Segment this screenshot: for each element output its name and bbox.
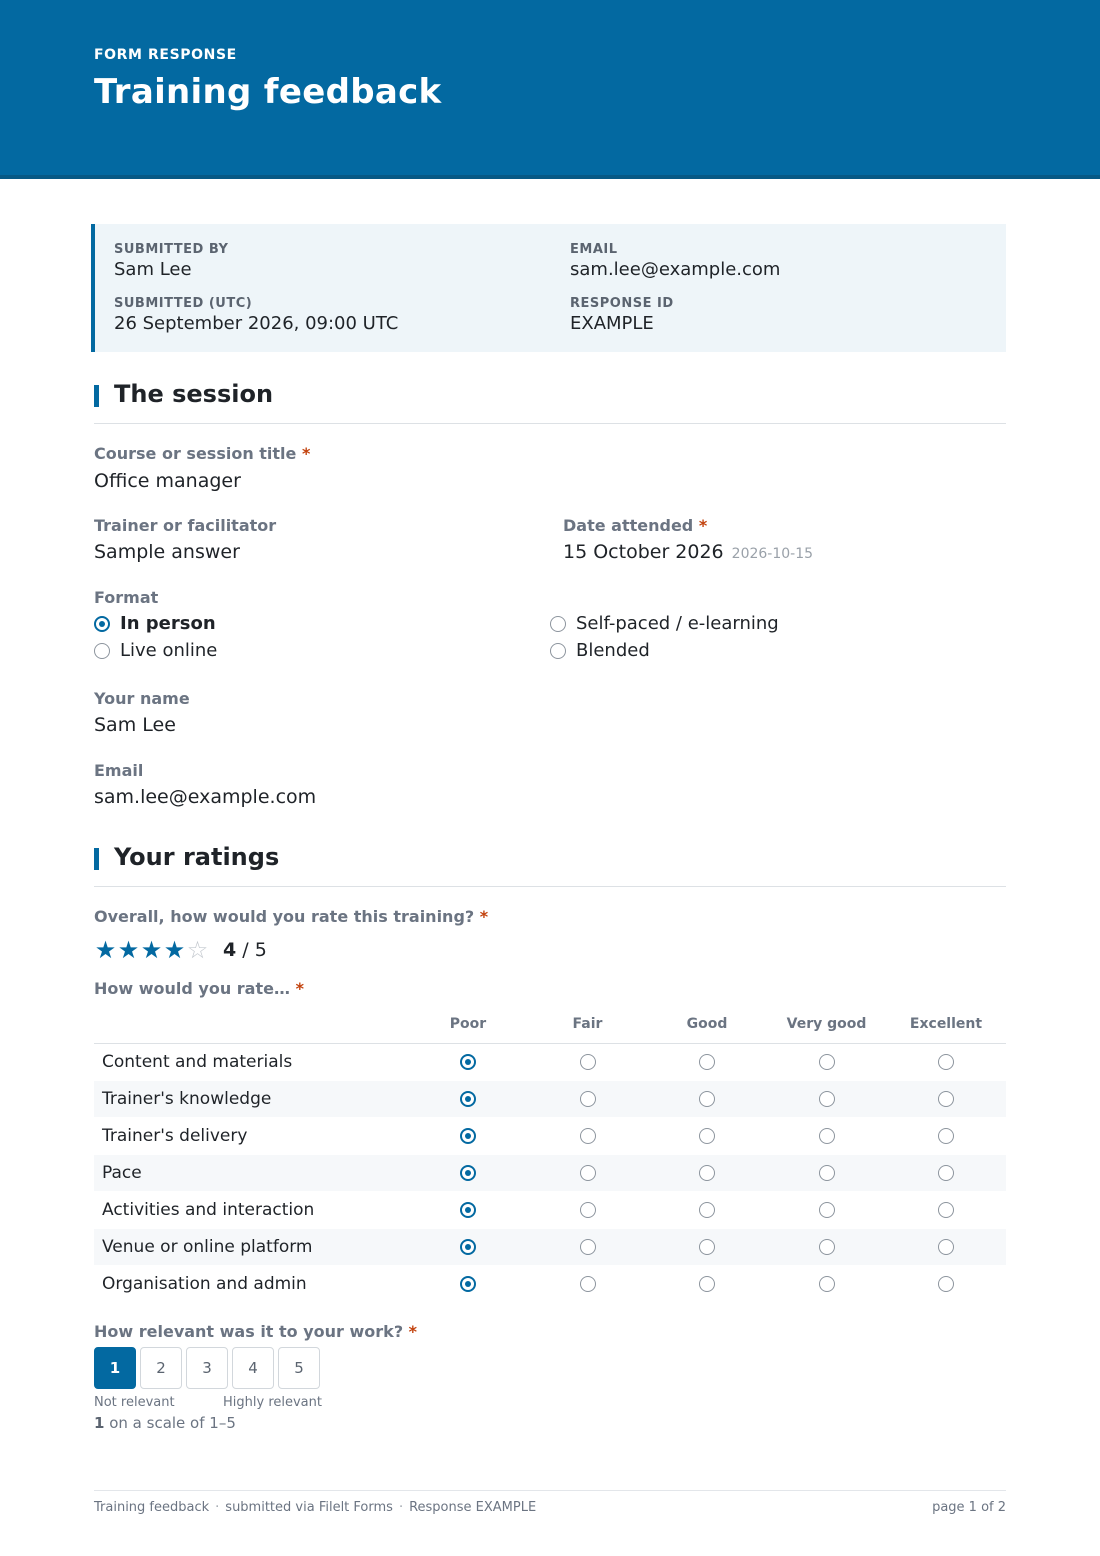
row-label: Organisation and admin xyxy=(102,1273,307,1294)
matrix-cell[interactable] xyxy=(767,1265,886,1302)
relevance-scale xyxy=(94,1347,324,1389)
radio-icon[interactable] xyxy=(819,1165,835,1181)
matrix-header-row xyxy=(94,1005,1006,1043)
row-label: Activities and interaction xyxy=(102,1199,315,1220)
radio-selected-icon[interactable] xyxy=(460,1128,476,1144)
radio-selected-icon[interactable] xyxy=(94,616,110,632)
radio-icon[interactable] xyxy=(819,1276,835,1292)
radio-selected-icon[interactable] xyxy=(460,1165,476,1181)
matrix-cell[interactable] xyxy=(886,1043,1006,1080)
footer-info xyxy=(94,1500,536,1515)
matrix-cell[interactable] xyxy=(528,1265,647,1302)
table-row xyxy=(94,1117,1006,1154)
header-banner xyxy=(0,0,1100,179)
matrix-cell[interactable] xyxy=(886,1191,1006,1228)
format-option-label: Blended xyxy=(576,640,650,661)
required-marker: * xyxy=(301,444,311,463)
overall-star-rating[interactable] xyxy=(94,936,267,964)
footer-via: submitted via Filelt Forms xyxy=(225,1500,393,1515)
matrix-cell[interactable] xyxy=(528,1228,647,1265)
format-option-live-online[interactable] xyxy=(94,640,217,661)
radio-icon[interactable] xyxy=(938,1239,954,1255)
scale-option-2[interactable]: 2 xyxy=(140,1347,182,1389)
column-header: Good xyxy=(647,1005,767,1043)
format-option-label: In person xyxy=(120,613,216,634)
radio-icon[interactable] xyxy=(938,1091,954,1107)
column-header: Very good xyxy=(767,1005,886,1043)
section-title: Your ratings xyxy=(114,843,280,871)
trainer-question: Trainer or facilitator xyxy=(94,516,277,535)
format-option-label: Self-paced / e-learning xyxy=(576,613,779,634)
required-marker: * xyxy=(408,1322,418,1341)
matrix-cell[interactable] xyxy=(767,1043,886,1080)
matrix-cell[interactable] xyxy=(528,1191,647,1228)
matrix-cell[interactable] xyxy=(767,1154,886,1191)
table-row xyxy=(94,1191,1006,1228)
section-title: The session xyxy=(114,380,274,408)
radio-selected-icon[interactable] xyxy=(460,1091,476,1107)
form-response-eyebrow: FORM RESPONSE xyxy=(94,47,237,63)
radio-icon[interactable] xyxy=(699,1202,715,1218)
submission-meta xyxy=(91,224,1006,352)
matrix-cell[interactable] xyxy=(886,1117,1006,1154)
matrix-cell[interactable] xyxy=(647,1080,767,1117)
overall-score xyxy=(223,939,267,961)
scale-option-5[interactable]: 5 xyxy=(278,1347,320,1389)
radio-icon[interactable] xyxy=(819,1202,835,1218)
format-option-blended[interactable] xyxy=(550,640,650,661)
column-header: Poor xyxy=(408,1005,528,1043)
matrix-cell[interactable] xyxy=(408,1117,528,1154)
matrix-cell[interactable] xyxy=(647,1265,767,1302)
email-question: Email xyxy=(94,761,144,780)
overall-score-max: / 5 xyxy=(242,939,267,961)
radio-icon[interactable] xyxy=(580,1276,596,1292)
radio-icon[interactable] xyxy=(819,1239,835,1255)
table-row xyxy=(94,1154,1006,1191)
star-empty-icon[interactable]: ☆ xyxy=(186,936,209,964)
matrix-cell[interactable] xyxy=(528,1080,647,1117)
row-label: Trainer's knowledge xyxy=(94,1080,408,1117)
relevance-summary xyxy=(94,1414,236,1432)
date-label: Date attended xyxy=(563,516,694,535)
footer-response: Response EXAMPLE xyxy=(409,1500,537,1515)
rating-matrix xyxy=(94,1005,1006,1303)
radio-icon[interactable] xyxy=(938,1202,954,1218)
scale-option-4[interactable]: 4 xyxy=(232,1347,274,1389)
radio-icon[interactable] xyxy=(580,1091,596,1107)
meta-email xyxy=(570,242,780,280)
matrix-cell[interactable] xyxy=(767,1080,886,1117)
matrix-corner xyxy=(94,1005,408,1043)
matrix-cell[interactable] xyxy=(767,1117,886,1154)
matrix-cell[interactable] xyxy=(408,1043,528,1080)
radio-icon[interactable] xyxy=(699,1091,715,1107)
matrix-cell[interactable] xyxy=(647,1191,767,1228)
matrix-cell[interactable] xyxy=(408,1191,528,1228)
star-filled-icon[interactable]: ★ xyxy=(140,936,163,964)
radio-icon[interactable] xyxy=(699,1239,715,1255)
page-title: Training feedback xyxy=(94,72,442,112)
matrix-question xyxy=(94,979,304,998)
radio-icon[interactable] xyxy=(580,1165,596,1181)
scale-low-label: Not relevant xyxy=(94,1395,175,1410)
email-answer: sam.lee@example.com xyxy=(94,786,317,808)
radio-icon[interactable] xyxy=(938,1165,954,1181)
footer-separator: · xyxy=(215,1500,220,1515)
radio-selected-icon[interactable] xyxy=(460,1276,476,1292)
meta-email-label: EMAIL xyxy=(570,242,618,257)
radio-icon[interactable] xyxy=(699,1054,715,1070)
scale-high-label: Highly relevant xyxy=(223,1395,322,1410)
matrix-cell[interactable] xyxy=(886,1154,1006,1191)
matrix-cell[interactable] xyxy=(408,1265,528,1302)
radio-icon[interactable] xyxy=(699,1165,715,1181)
radio-icon[interactable] xyxy=(550,616,566,632)
page-footer xyxy=(94,1490,1006,1515)
response-id-value: EXAMPLE xyxy=(570,313,654,334)
row-label: Venue or online platform xyxy=(94,1228,408,1265)
section-accent-bar xyxy=(94,385,99,407)
radio-icon[interactable] xyxy=(580,1202,596,1218)
trainer-answer: Sample answer xyxy=(94,541,240,563)
star-filled-icon[interactable]: ★ xyxy=(117,936,140,964)
radio-icon[interactable] xyxy=(580,1128,596,1144)
matrix-cell[interactable] xyxy=(647,1228,767,1265)
format-question: Format xyxy=(94,588,159,607)
radio-icon[interactable] xyxy=(938,1128,954,1144)
course-question xyxy=(94,444,310,463)
radio-icon[interactable] xyxy=(699,1128,715,1144)
response-id xyxy=(570,296,674,334)
name-question: Your name xyxy=(94,689,190,708)
relevance-scale-text: on a scale of 1–5 xyxy=(109,1414,236,1432)
row-label: Content and materials xyxy=(102,1051,293,1072)
submitted-by-value: Sam Lee xyxy=(114,259,192,280)
relevance-question xyxy=(94,1322,417,1341)
section-heading-session xyxy=(94,380,1006,424)
format-option-label: Live online xyxy=(120,640,218,661)
submitted-utc-label: SUBMITTED (UTC) xyxy=(114,296,253,311)
matrix-cell[interactable] xyxy=(408,1228,528,1265)
required-marker: * xyxy=(698,516,708,535)
date-value: 15 October 2026 xyxy=(563,541,724,563)
relevance-label: How relevant was it to your work? xyxy=(94,1322,404,1341)
submitted-utc-value: 26 September 2026, 09:00 UTC xyxy=(114,313,399,334)
matrix-cell[interactable] xyxy=(528,1043,647,1080)
submitted-by-label: SUBMITTED BY xyxy=(114,242,229,257)
matrix-cell[interactable] xyxy=(886,1080,1006,1117)
overall-score-value: 4 xyxy=(223,939,237,961)
radio-icon[interactable] xyxy=(819,1128,835,1144)
required-marker: * xyxy=(295,979,304,998)
format-option-in-person[interactable] xyxy=(94,613,216,634)
date-question xyxy=(563,516,707,535)
section-heading-ratings xyxy=(94,843,1006,887)
date-answer xyxy=(563,541,813,563)
matrix-cell[interactable] xyxy=(767,1191,886,1228)
matrix-cell[interactable] xyxy=(647,1043,767,1080)
matrix-cell[interactable] xyxy=(408,1154,528,1191)
overall-question xyxy=(94,907,488,926)
matrix-cell[interactable] xyxy=(886,1228,1006,1265)
submitted-utc xyxy=(114,296,398,334)
radio-icon[interactable] xyxy=(699,1276,715,1292)
meta-email-value: sam.lee@example.com xyxy=(570,259,781,280)
row-label: Trainer's delivery xyxy=(102,1125,248,1146)
table-row xyxy=(94,1043,1006,1080)
radio-icon[interactable] xyxy=(550,643,566,659)
radio-icon[interactable] xyxy=(580,1239,596,1255)
footer-separator: · xyxy=(398,1500,404,1515)
star-filled-icon[interactable]: ★ xyxy=(163,936,186,964)
radio-selected-icon[interactable] xyxy=(460,1202,476,1218)
section-accent-bar xyxy=(94,848,99,870)
matrix-cell[interactable] xyxy=(647,1154,767,1191)
course-label: Course or session title xyxy=(94,444,297,463)
overall-label: Overall, how would you rate this training? xyxy=(94,907,475,926)
table-row xyxy=(94,1228,1006,1265)
scale-option-3[interactable]: 3 xyxy=(186,1347,228,1389)
radio-icon[interactable] xyxy=(819,1091,835,1107)
radio-selected-icon[interactable] xyxy=(460,1239,476,1255)
matrix-cell[interactable] xyxy=(528,1117,647,1154)
submitted-by xyxy=(114,242,228,280)
page-number: page 1 of 2 xyxy=(932,1500,1006,1515)
name-answer: Sam Lee xyxy=(94,714,176,736)
radio-icon[interactable] xyxy=(938,1054,954,1070)
radio-icon[interactable] xyxy=(819,1054,835,1070)
matrix-cell[interactable] xyxy=(886,1265,1006,1302)
radio-icon[interactable] xyxy=(94,643,110,659)
table-row xyxy=(94,1265,1006,1302)
response-id-label: RESPONSE ID xyxy=(570,296,674,311)
star-filled-icon[interactable]: ★ xyxy=(94,936,117,964)
matrix-cell[interactable] xyxy=(647,1117,767,1154)
date-iso: 2026-10-15 xyxy=(731,546,814,562)
footer-form-name: Training feedback xyxy=(94,1500,210,1515)
radio-icon[interactable] xyxy=(580,1054,596,1070)
relevance-value: 1 xyxy=(94,1414,105,1432)
table-row xyxy=(94,1080,1006,1117)
course-answer: Office manager xyxy=(94,470,241,492)
matrix-cell[interactable] xyxy=(528,1154,647,1191)
matrix-label: How would you rate… xyxy=(94,979,290,998)
scale-option-1[interactable]: 1 xyxy=(94,1347,136,1389)
radio-icon[interactable] xyxy=(938,1276,954,1292)
matrix-cell[interactable] xyxy=(408,1080,528,1117)
matrix-cell[interactable] xyxy=(767,1228,886,1265)
column-header: Fair xyxy=(528,1005,647,1043)
radio-selected-icon[interactable] xyxy=(460,1054,476,1070)
column-header: Excellent xyxy=(886,1005,1006,1043)
row-label: Pace xyxy=(94,1154,408,1191)
required-marker: * xyxy=(479,907,489,926)
format-option-self-paced[interactable] xyxy=(550,613,779,634)
